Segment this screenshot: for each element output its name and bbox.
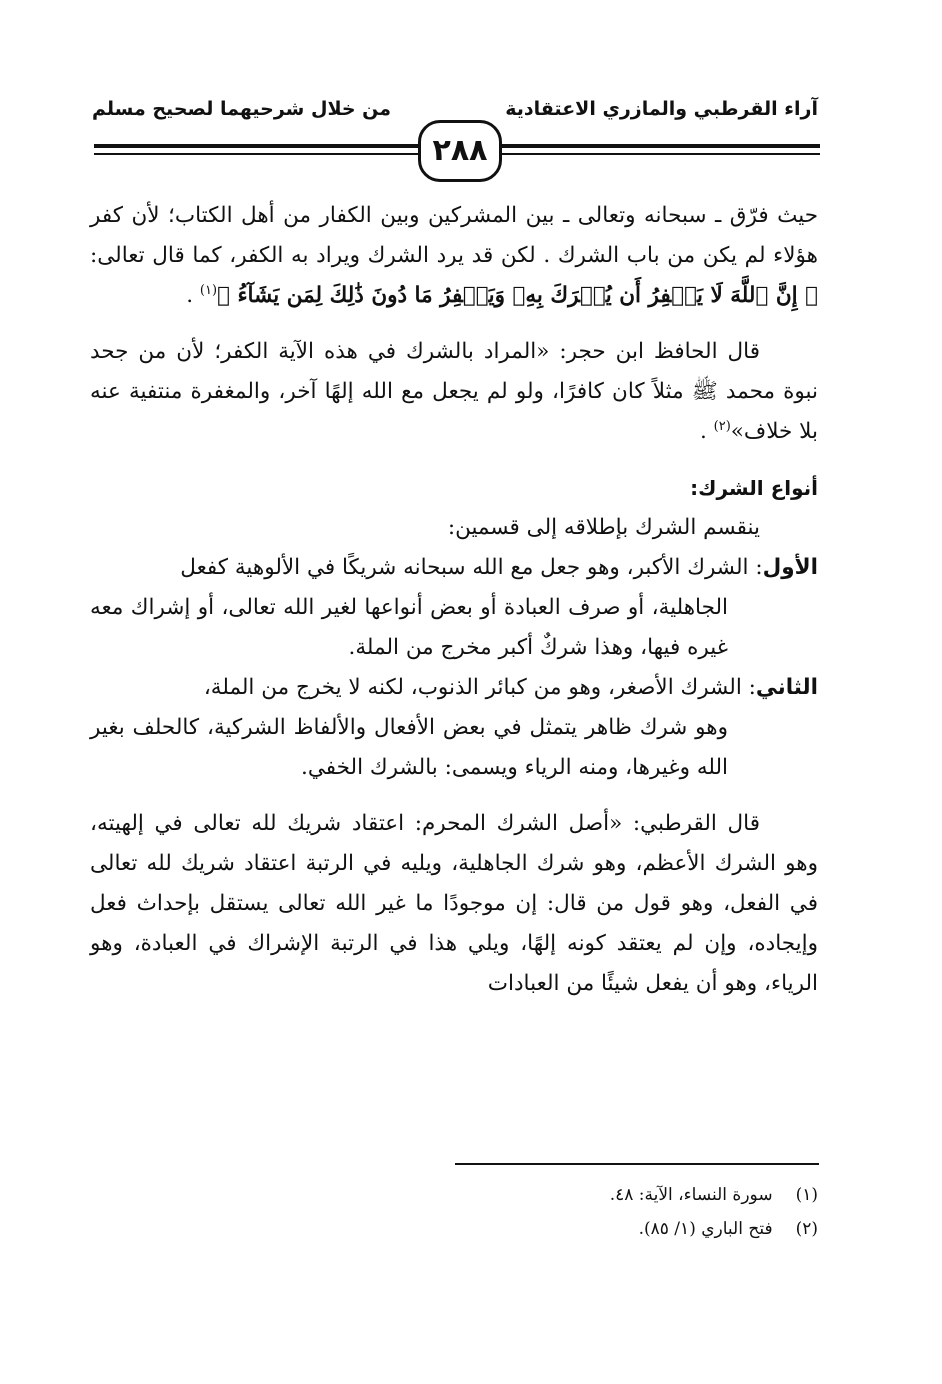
footnote-1-text: سورة النساء، الآية: ٤٨. (609, 1185, 773, 1205)
list-item-second-label: الثاني (755, 675, 818, 700)
paragraph-2-end: . (699, 419, 707, 444)
paragraph-3: قال القرطبي: «أصل الشرك المحرم: اعتقاد شريك لله تعالى في إلهيته، وهو الشرك الأعظم، وهو شرك الجاهلية، ويليه في الرتبة اعتقاد شريك لله تعالى في الفعل، وهو قول من قال: إن موجودًا ما غير الله تعالى يستقل بإحداث فعل وإيجاده، وإن لم يعتقد كونه إلهًا، ويلي هذا في الرتبة الإشراك في العبادة، وهو الرياء، وهو أن يفعل شيئًا من العبادات (90, 811, 818, 996)
header-rule-left-bottom (94, 153, 420, 155)
list-item-first (90, 548, 818, 668)
paragraph-2-text: قال الحافظ ابن حجر: «المراد بالشرك في هذه الآية الكفر؛ لأن من جحد نبوة محمد ﷺ مثلاً كان كافرًا، ولو لم يجعل مع الله إلهًا آخر، والمغفرة منتفية عنه بلا خلاف» (90, 339, 818, 444)
list-item-second-continuation: وهو شرك ظاهر يتمثل في بعض الأفعال والألفاظ الشركية، كالحلف بغير الله وغيرها، ومنه الرياء ويسمى: بالشرك الخفي. (90, 715, 728, 780)
paragraph-1 (90, 196, 818, 316)
paragraph-1-text: حيث فرّق ـ سبحانه وتعالى ـ بين المشركين وبين الكفار من أهل الكتاب؛ لأن كفر هؤلاء لم يكن من باب الشرك . لكن قد يرد الشرك ويراد به الكفر، كما قال تعالى: (90, 203, 818, 268)
footnote-2-number: (٢) (795, 1219, 818, 1239)
paragraph-2 (90, 332, 818, 452)
header-rule-right-top (500, 144, 820, 148)
main-text (90, 196, 818, 1004)
list-item-first-label: الأول (762, 555, 818, 580)
section-heading: أنواع الشرك: (690, 476, 818, 500)
footnote-2 (318, 1212, 818, 1246)
header-rule-right-bottom (500, 153, 820, 155)
list-item-first-line: : الشرك الأكبر، وهو جعل مع الله سبحانه شريكًا في الألوهية كفعل (180, 555, 763, 580)
footnote-separator (455, 1163, 819, 1165)
list-item-second (90, 668, 818, 788)
list-item-second-line: : الشرك الأصغر، وهو من كبائر الذنوب، لكنه لا يخرج من الملة، (203, 675, 756, 700)
running-header-right: آراء القرطبي والمازري الاعتقادية (505, 98, 818, 120)
quran-verse: ﴿ إِنَّ ٱللَّهَ لَا يَغۡفِرُ أَن يُشۡرَكَ بِهِۦ وَيَغۡفِرُ مَا دُونَ ذَٰلِكَ لِمَن يَشَآءُ ﴾ (217, 283, 818, 308)
paragraph-1-end: . (186, 283, 194, 308)
division-intro: ينقسم الشرك بإطلاقه إلى قسمين: (447, 515, 760, 540)
footnotes (318, 1178, 818, 1246)
running-header-left: من خلال شرحيهما لصحيح مسلم (92, 98, 392, 120)
footnote-ref-2[interactable]: (٢) (713, 418, 731, 434)
list-item-first-continuation: الجاهلية، أو صرف العبادة أو بعض أنواعها لغير الله تعالى، أو إشراك معه غيره فيها، وهذا شركٌ أكبر مخرج من الملة. (90, 595, 728, 660)
page-number: ٢٨٨ (418, 120, 502, 182)
header-rule-left-top (94, 144, 420, 148)
footnote-1 (318, 1178, 818, 1212)
footnote-1-number: (١) (795, 1185, 818, 1205)
footnote-ref-1[interactable]: (١) (199, 282, 218, 298)
footnote-2-text: فتح الباري (١/ ٨٥). (638, 1219, 773, 1239)
